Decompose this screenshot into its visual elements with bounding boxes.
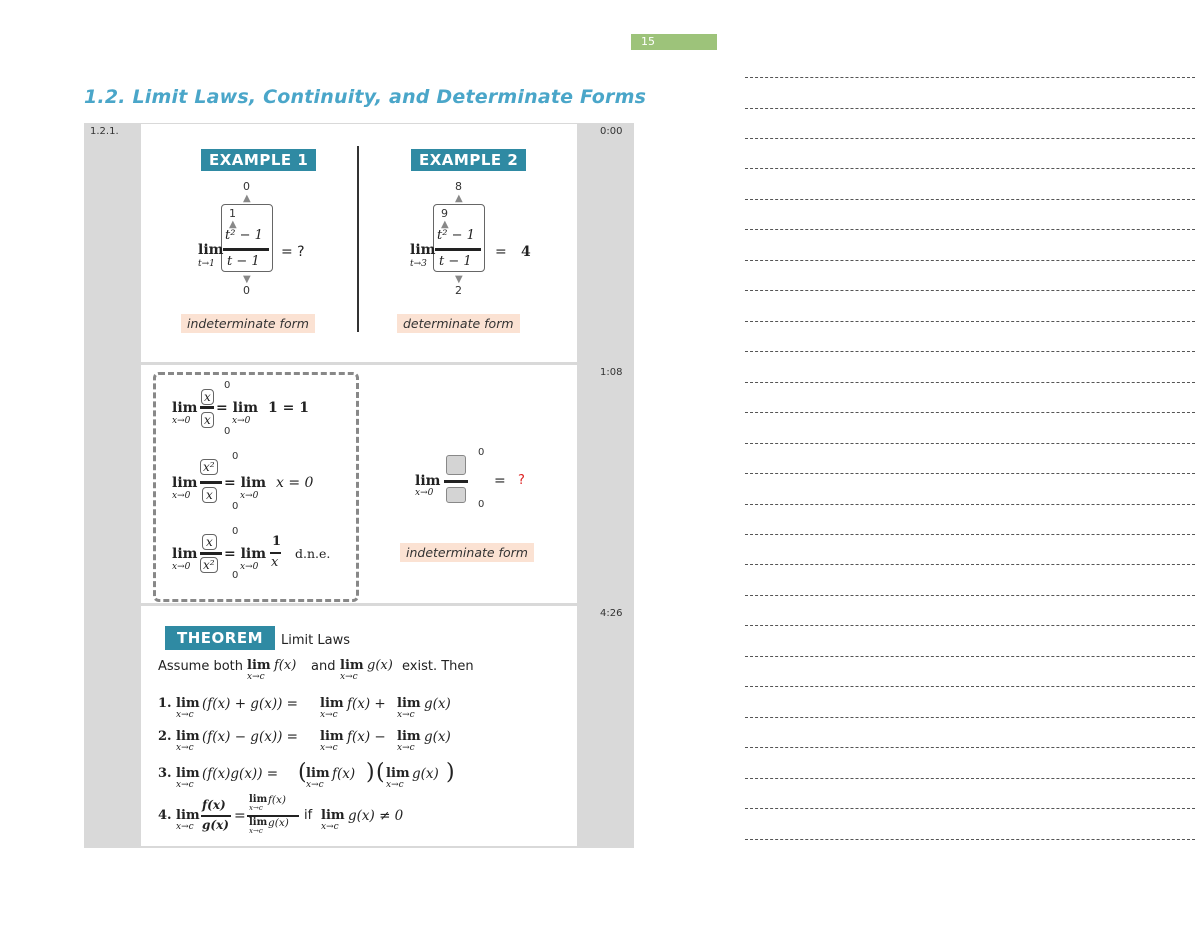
row2-denominator: x bbox=[202, 487, 217, 503]
fraction-bar bbox=[270, 552, 281, 554]
paren-close: ) bbox=[446, 760, 455, 785]
general-lim-sub: x→0 bbox=[415, 488, 434, 498]
row2-lim-sub: x→0 bbox=[172, 491, 191, 501]
example1-lim: lim bbox=[198, 242, 224, 258]
note-line bbox=[745, 168, 1195, 169]
fraction-bar bbox=[200, 406, 214, 409]
lim-sub: x→c bbox=[397, 710, 415, 720]
law-product bbox=[158, 760, 558, 794]
law2-mid: f(x) − bbox=[347, 729, 386, 745]
note-line bbox=[745, 199, 1195, 200]
law4-condition-expr: g(x) ≠ 0 bbox=[348, 808, 404, 824]
example1-badge: EXAMPLE 1 bbox=[201, 149, 316, 171]
equals: = bbox=[234, 808, 246, 824]
note-line bbox=[745, 747, 1195, 748]
row1-numerator: x bbox=[201, 389, 214, 405]
example1-numerator: t² − 1 bbox=[225, 228, 263, 243]
fraction-bar bbox=[200, 481, 222, 484]
row2-top-value: 0 bbox=[232, 451, 239, 462]
timestamp-3: 4:26 bbox=[600, 608, 623, 619]
assume-g: g(x) bbox=[367, 658, 393, 673]
example1-bottom-value: 0 bbox=[243, 284, 250, 297]
lim-sub: x→c bbox=[176, 710, 194, 720]
note-line bbox=[745, 138, 1195, 139]
assume-suffix: exist. Then bbox=[402, 659, 474, 674]
note-line bbox=[745, 473, 1195, 474]
lim-word: lim bbox=[176, 696, 200, 711]
note-line bbox=[745, 229, 1195, 230]
note-line bbox=[745, 839, 1195, 840]
numerator-placeholder bbox=[446, 455, 466, 475]
law2-right: g(x) bbox=[424, 729, 451, 745]
example2-result-value: 4 bbox=[521, 244, 531, 260]
fraction-bar bbox=[444, 480, 468, 483]
row3-rhs-numerator: 1 bbox=[272, 534, 282, 549]
arrow-down-icon: ▼ bbox=[455, 274, 463, 285]
note-line bbox=[745, 808, 1195, 809]
paren-open: ( bbox=[376, 760, 385, 785]
lim-word: lim bbox=[397, 729, 421, 744]
theorem-heading: Limit Laws bbox=[281, 633, 350, 648]
lim-sub: x→c bbox=[320, 710, 338, 720]
arrow-up-icon: ▲ bbox=[229, 219, 237, 230]
row1-top-value: 0 bbox=[224, 380, 231, 391]
law4-left-numerator: f(x) bbox=[202, 798, 226, 812]
law-quotient bbox=[158, 796, 558, 840]
row3-bottom-value: 0 bbox=[232, 570, 239, 581]
law4-condition: if bbox=[304, 808, 313, 823]
example1-top-value: 0 bbox=[243, 180, 250, 193]
lim-sub: x→c bbox=[176, 743, 194, 753]
note-line bbox=[745, 717, 1195, 718]
denominator-placeholder bbox=[446, 487, 466, 503]
example2-bottom-value: 2 bbox=[455, 284, 462, 297]
example1-lim-sub: t→1 bbox=[198, 259, 215, 269]
lim-sub: x→c bbox=[176, 780, 194, 790]
lim-sub: x→c bbox=[386, 780, 404, 790]
lim-sub: x→c bbox=[306, 780, 324, 790]
note-line bbox=[745, 564, 1195, 565]
row3-denominator: x² bbox=[200, 557, 218, 573]
example2-inner-value: 9 bbox=[441, 207, 448, 220]
fraction-bar bbox=[200, 552, 222, 555]
assume-prefix: Assume both bbox=[158, 659, 244, 674]
timestamp-2: 1:08 bbox=[600, 367, 623, 378]
divider bbox=[357, 146, 359, 332]
assume-f: f(x) bbox=[274, 658, 297, 673]
lim-sub: x→c bbox=[397, 743, 415, 753]
row2-rhs-expr: x = 0 bbox=[276, 475, 314, 491]
lim-word: lim bbox=[176, 729, 200, 744]
general-form-label: indeterminate form bbox=[400, 543, 534, 562]
law3-mid: f(x) bbox=[332, 766, 356, 782]
row1-denominator: x bbox=[201, 412, 214, 428]
lim-sub: x→c bbox=[247, 672, 265, 682]
row2-limit bbox=[170, 451, 360, 512]
law4-left-denominator: g(x) bbox=[202, 818, 229, 832]
lim-sub: x→c bbox=[340, 672, 358, 682]
example1-form-label: indeterminate form bbox=[181, 314, 315, 333]
lim-word: lim bbox=[306, 766, 330, 781]
lim-word: lim bbox=[176, 766, 200, 781]
row3-lim: lim bbox=[172, 546, 198, 562]
general-result: ? bbox=[518, 473, 525, 488]
arrow-down-icon: ▼ bbox=[243, 274, 251, 285]
row1-lim: lim bbox=[172, 400, 198, 416]
lim-word: lim bbox=[176, 808, 200, 823]
row3-lim-sub: x→0 bbox=[172, 562, 191, 572]
general-top-value: 0 bbox=[478, 447, 485, 458]
law1-left: (f(x) + g(x)) = bbox=[202, 696, 298, 712]
note-line bbox=[745, 504, 1195, 505]
page-number-tab: 15 bbox=[631, 34, 717, 50]
row3-rhs-expr: d.n.e. bbox=[295, 546, 331, 561]
example2-badge: EXAMPLE 2 bbox=[411, 149, 526, 171]
law1-number: 1. bbox=[158, 696, 172, 711]
law-difference bbox=[158, 729, 558, 757]
row1-bottom-value: 0 bbox=[224, 426, 231, 437]
lim-word: lim bbox=[249, 794, 268, 805]
lim-word: lim bbox=[249, 817, 268, 828]
lim-word: lim bbox=[321, 808, 345, 823]
slide-examples bbox=[141, 124, 577, 362]
note-line bbox=[745, 108, 1195, 109]
note-line bbox=[745, 77, 1195, 78]
example2-lim-sub: t→3 bbox=[410, 259, 427, 269]
lim-word: lim bbox=[320, 729, 344, 744]
general-bottom-value: 0 bbox=[478, 499, 485, 510]
row1-limit bbox=[170, 380, 360, 437]
fraction-bar bbox=[201, 815, 231, 817]
lim-word: lim bbox=[320, 696, 344, 711]
row3-rhs-denominator: x bbox=[271, 555, 279, 570]
theorem-badge: THEOREM bbox=[165, 626, 275, 650]
example1-inner-value: 1 bbox=[229, 207, 236, 220]
example2-denominator: t − 1 bbox=[439, 254, 472, 269]
general-zero-over-zero bbox=[410, 445, 550, 515]
note-line bbox=[745, 534, 1195, 535]
note-line bbox=[745, 778, 1195, 779]
lim-word: lim bbox=[397, 696, 421, 711]
law4-right-denominator: g(x) bbox=[268, 817, 289, 829]
example2-top-value: 8 bbox=[455, 180, 462, 193]
note-line bbox=[745, 625, 1195, 626]
note-line bbox=[745, 260, 1195, 261]
row3-limit bbox=[170, 528, 360, 580]
arrow-up-icon: ▲ bbox=[441, 219, 449, 230]
row3-top-value: 0 bbox=[232, 526, 239, 537]
note-line bbox=[745, 382, 1195, 383]
lim-word: lim bbox=[340, 658, 364, 673]
example2-form-label: determinate form bbox=[397, 314, 520, 333]
fraction-bar bbox=[435, 248, 481, 251]
arrow-up-icon: ▲ bbox=[455, 193, 463, 204]
row1-lim-sub: x→0 bbox=[172, 416, 191, 426]
law-sum bbox=[158, 696, 558, 724]
row1-rhs-expr: 1 = 1 bbox=[268, 400, 309, 416]
row2-rhs: = lim bbox=[224, 475, 267, 491]
note-line bbox=[745, 595, 1195, 596]
general-equals: = bbox=[494, 473, 506, 489]
note-line bbox=[745, 656, 1195, 657]
paren-open: ( bbox=[298, 760, 307, 785]
note-line bbox=[745, 290, 1195, 291]
row2-bottom-value: 0 bbox=[232, 501, 239, 512]
note-line bbox=[745, 686, 1195, 687]
timestamp-1: 0:00 bbox=[600, 126, 623, 137]
law2-left: (f(x) − g(x)) = bbox=[202, 729, 298, 745]
law3-right: g(x) bbox=[412, 766, 439, 782]
lim-word: lim bbox=[247, 658, 271, 673]
example2-equals: = bbox=[495, 244, 507, 260]
example2-lim: lim bbox=[410, 242, 436, 258]
assume-and: and bbox=[311, 659, 336, 674]
arrow-up-icon: ▲ bbox=[243, 193, 251, 204]
example2-numerator: t² − 1 bbox=[437, 228, 475, 243]
law1-right: g(x) bbox=[424, 696, 451, 712]
law4-number: 4. bbox=[158, 808, 172, 823]
note-line bbox=[745, 412, 1195, 413]
paren-close: ) bbox=[366, 760, 375, 785]
law4-right-numerator: f(x) bbox=[268, 794, 287, 806]
law3-number: 3. bbox=[158, 766, 172, 781]
lim-sub: x→c bbox=[249, 804, 263, 812]
example1-result: = ? bbox=[281, 244, 305, 260]
row3-numerator: x bbox=[202, 534, 217, 550]
row2-rhs-sub: x→0 bbox=[240, 491, 259, 501]
row2-numerator: x² bbox=[200, 459, 218, 475]
row1-rhs: = lim bbox=[216, 400, 259, 416]
theorem-assumption bbox=[158, 658, 558, 688]
lim-sub: x→c bbox=[176, 822, 194, 832]
lim-sub: x→c bbox=[249, 827, 263, 835]
row3-rhs: = lim bbox=[224, 546, 267, 562]
law2-number: 2. bbox=[158, 729, 172, 744]
note-line bbox=[745, 351, 1195, 352]
fraction-bar bbox=[223, 248, 269, 251]
lim-word: lim bbox=[386, 766, 410, 781]
lim-sub: x→c bbox=[320, 743, 338, 753]
example1-denominator: t − 1 bbox=[227, 254, 260, 269]
note-line bbox=[745, 321, 1195, 322]
row1-rhs-sub: x→0 bbox=[232, 416, 251, 426]
row3-rhs-sub: x→0 bbox=[240, 562, 259, 572]
lim-sub: x→c bbox=[321, 822, 339, 832]
general-lim: lim bbox=[415, 473, 441, 489]
row2-lim: lim bbox=[172, 475, 198, 491]
section-title: 1.2. Limit Laws, Continuity, and Determinate Forms bbox=[84, 86, 647, 108]
law3-left: (f(x)g(x)) = bbox=[202, 766, 279, 782]
law1-mid: f(x) + bbox=[347, 696, 386, 712]
note-line bbox=[745, 443, 1195, 444]
section-number: 1.2.1. bbox=[90, 126, 119, 137]
